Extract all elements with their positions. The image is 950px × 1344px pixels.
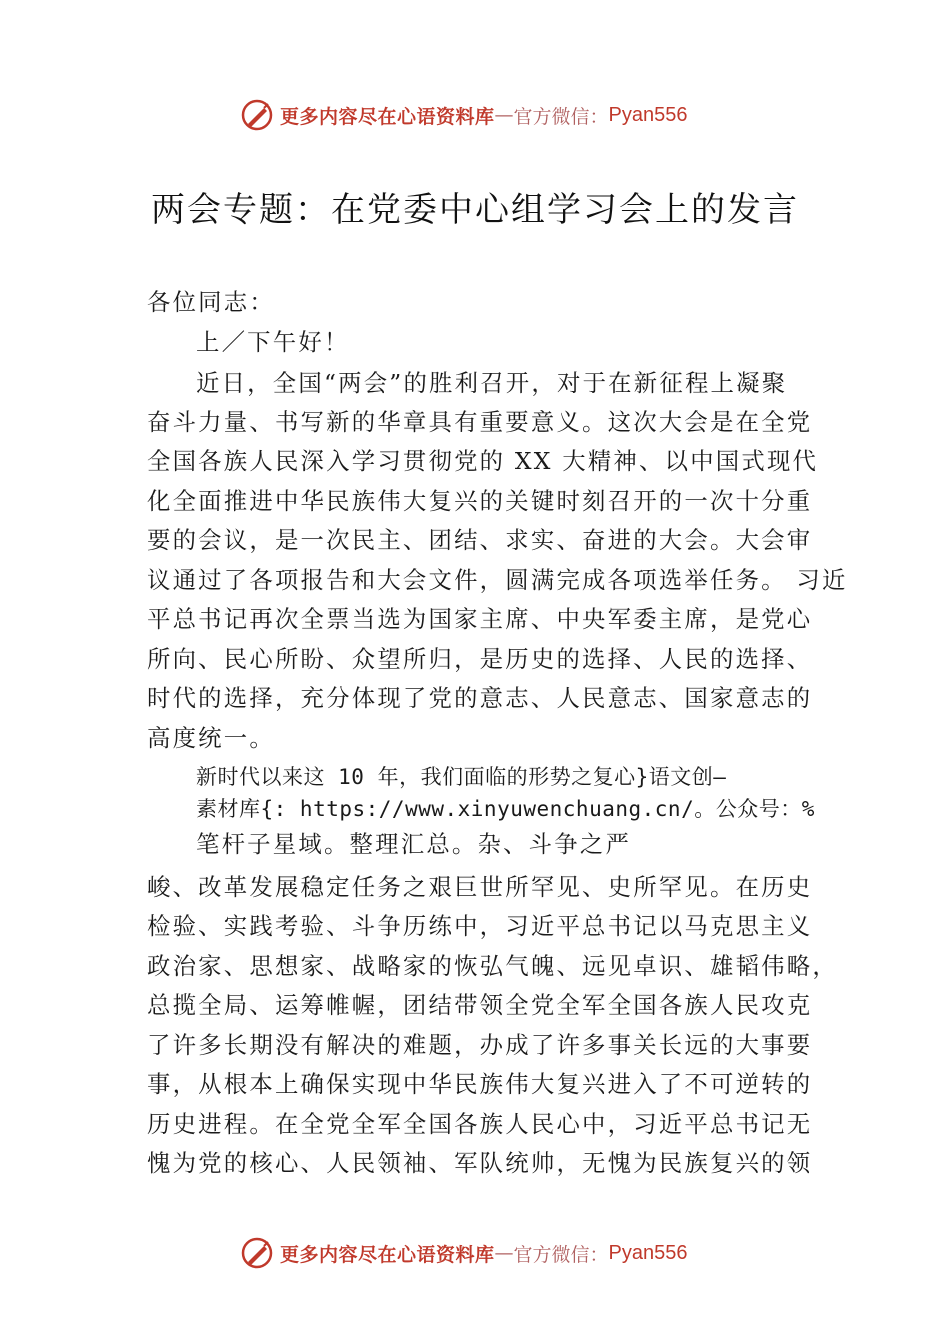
header-site-name: 更多内容尽在心语资料库 [280,105,495,128]
greeting: 上／下午好！ [196,328,350,356]
pen-logo-icon [240,1236,274,1270]
page-title: 两会专题：在党委中心组学习会上的发言 [151,190,799,230]
footer-contact-label: 官方微信： [513,1243,609,1266]
para1-line: 化全面推进中华民族伟大复兴的关键时刻召开的一次十分重 [147,487,813,515]
salutation: 各位同志： [147,288,275,316]
pen-logo-icon [240,98,274,132]
header-banner [0,95,950,135]
para1-line: 时代的选择，充分体现了党的意志、人民意志、国家意志的 [147,684,813,712]
para1-line: 要的会议，是一次民主、团结、求实、奋进的大会。大会审 [147,526,813,554]
footer-banner [0,1233,950,1273]
para1-line: 议通过了各项报告和大会文件，圆满完成各项选举任务。 习近 [147,566,848,594]
para2-line: 愧为党的核心、人民领袖、军队统帅，无愧为民族复兴的领 [147,1149,813,1177]
para2-line: 检验、实践考验、斗争历练中，习近平总书记以马克思主义 [147,912,813,940]
para2-line: 历史进程。在全党全军全国各族人民心中，习近平总书记无 [147,1110,813,1138]
para2-line: 政治家、思想家、战略家的恢弘气魄、远见卓识、雄韬伟略， [147,952,838,980]
para1-line: 近日，全国“两会”的胜利召开，对于在新征程上凝聚 [196,369,788,397]
header-dash: — [494,104,514,126]
watermark-line: 新时代以来这 10 年，我们面临的形势之复心}语文创— [196,765,727,789]
footer-site-name: 更多内容尽在心语资料库 [280,1243,495,1266]
footer-contact-id: Pyan556 [608,1241,688,1264]
para1-line: 高度统一。 [147,724,275,752]
watermark-line: 素材库{: https://www.xinyuwenchuang.cn/。公众号：% [196,797,815,821]
header-contact-id: Pyan556 [608,103,688,126]
para1-line: 平总书记再次全票当选为国家主席、中央军委主席，是党心 [147,605,813,633]
para2-line: 峻、改革发展稳定任务之艰巨世所罕见、史所罕见。在历史 [147,873,813,901]
header-contact-label: 官方微信： [513,105,609,128]
para2-line: 事，从根本上确保实现中华民族伟大复兴进入了不可逆转的 [147,1070,813,1098]
para2-line: 总揽全局、运筹帷幄，团结带领全党全军全国各族人民攻克 [147,991,813,1019]
para1-line: 全国各族人民深入学习贯彻党的 XX 大精神、以中国式现代 [147,447,819,475]
para1-line: 奋斗力量、书写新的华章具有重要意义。这次大会是在全党 [147,408,813,436]
para2-line: 了许多长期没有解决的难题，办成了许多事关长远的大事要 [147,1031,813,1059]
para1-line: 所向、民心所盼、众望所归，是历史的选择、人民的选择、 [147,645,813,673]
footer-dash: — [494,1242,514,1264]
watermark-line: 笔杆子星域。整理汇总。杂、斗争之严 [196,830,632,858]
